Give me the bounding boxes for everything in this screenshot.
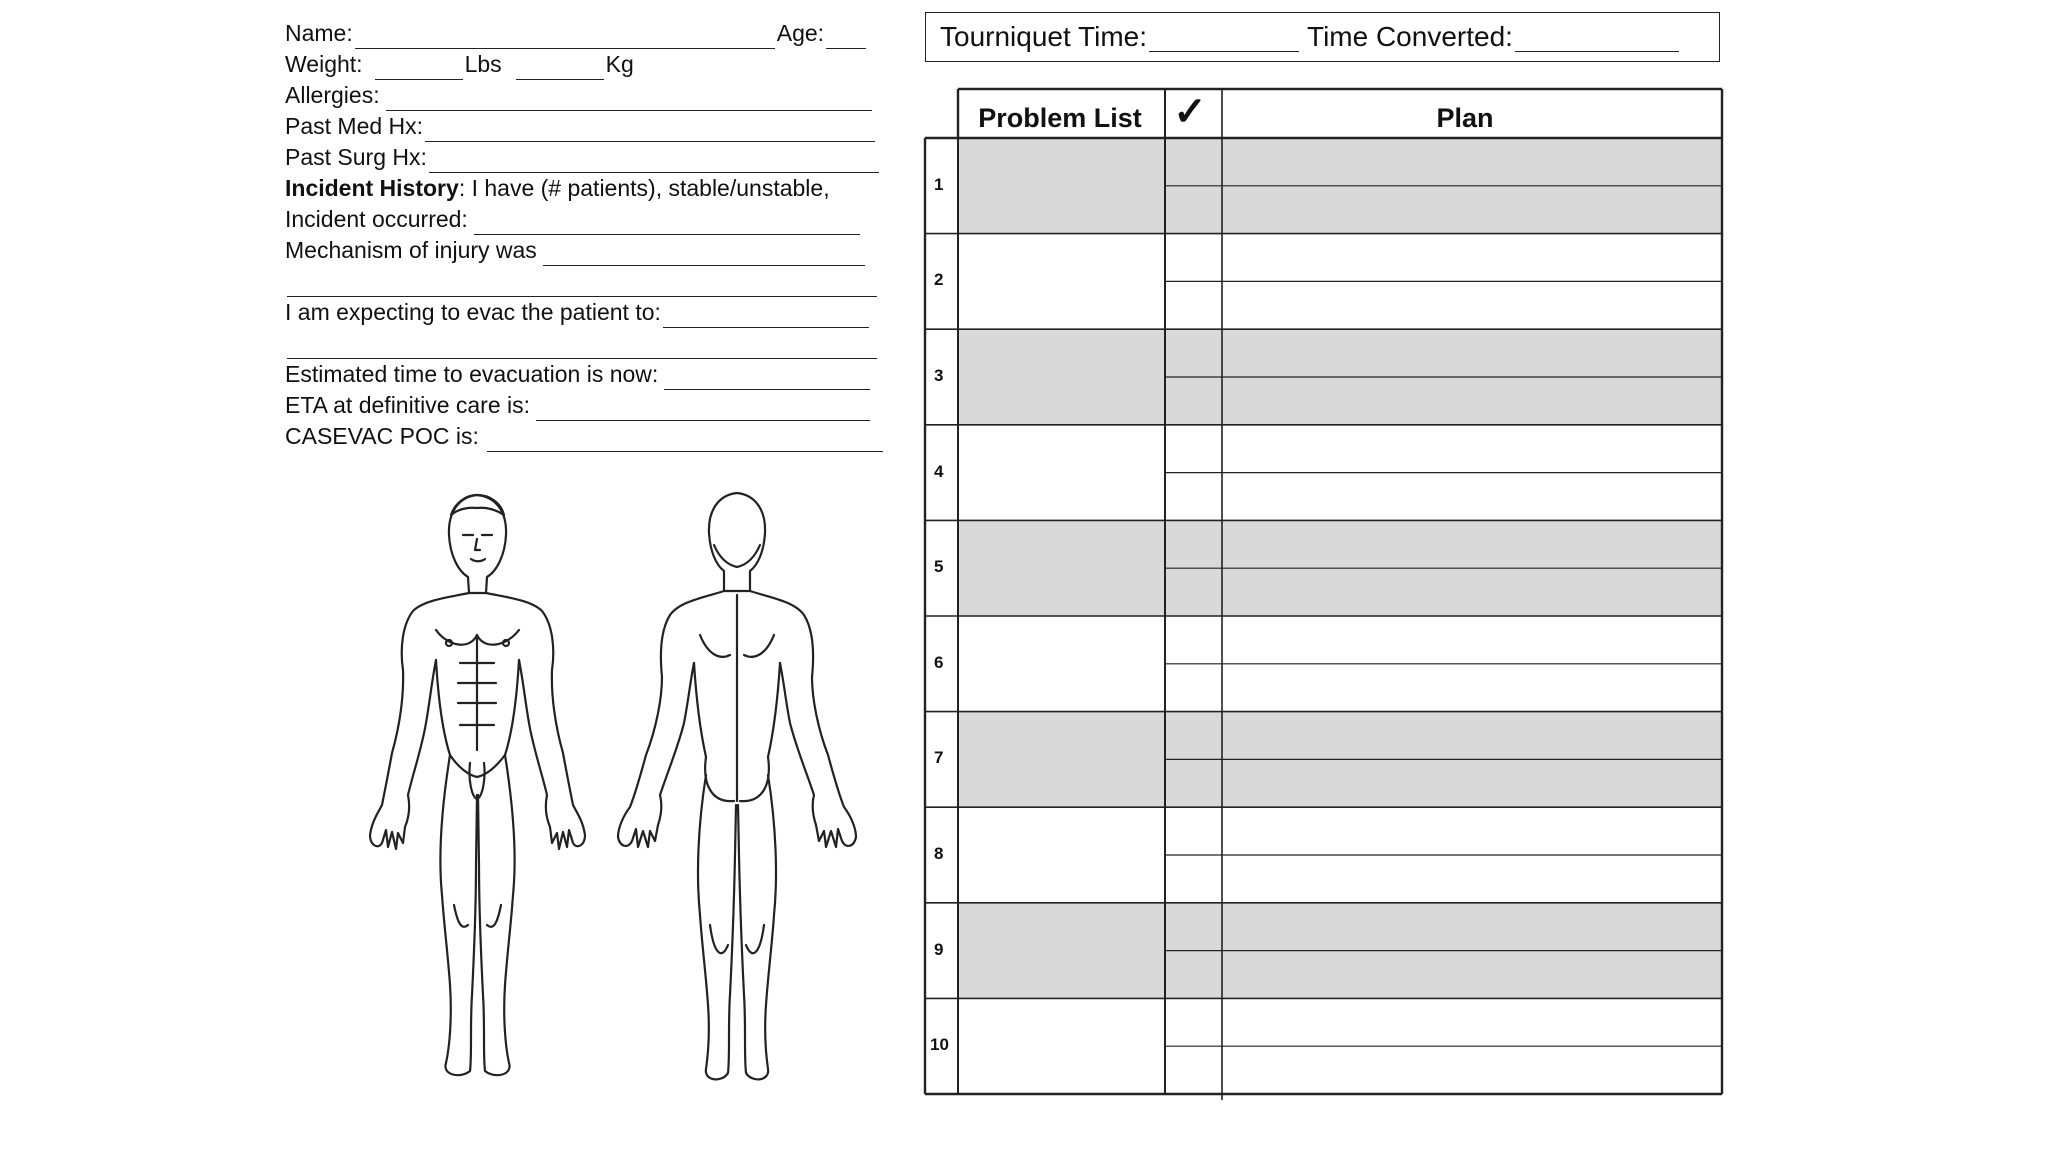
past-surg-line xyxy=(285,142,885,173)
check-cell[interactable] xyxy=(1165,473,1222,521)
plan-cell[interactable] xyxy=(1222,377,1722,425)
problem-cell[interactable] xyxy=(958,998,1165,1094)
row-number: 7 xyxy=(934,748,944,768)
evac-continued-line xyxy=(285,328,885,359)
row-number: 9 xyxy=(934,939,944,959)
front-body-figure[interactable] xyxy=(370,495,585,1075)
incident-occurred-label: Incident occurred: xyxy=(285,206,468,232)
evac-line xyxy=(285,297,885,328)
row-number: 8 xyxy=(934,844,944,863)
check-cell[interactable] xyxy=(1165,329,1222,377)
check-cell[interactable] xyxy=(1165,234,1222,282)
name-label: Name: xyxy=(285,20,353,46)
plan-cell[interactable] xyxy=(1222,329,1722,377)
evac-field[interactable] xyxy=(663,305,869,328)
kg-label: Kg xyxy=(605,51,634,77)
name-field[interactable] xyxy=(355,26,775,49)
plan-cell[interactable] xyxy=(1222,998,1722,1046)
check-cell[interactable] xyxy=(1165,425,1222,473)
check-cell[interactable] xyxy=(1165,998,1222,1046)
weight-kg-field[interactable] xyxy=(516,57,604,80)
lbs-label: Lbs xyxy=(464,51,502,77)
back-body-figure[interactable] xyxy=(618,493,856,1079)
problem-cell[interactable] xyxy=(958,712,1165,808)
row-number: 5 xyxy=(934,557,944,577)
plan-cell[interactable] xyxy=(1222,616,1722,664)
plan-cell[interactable] xyxy=(1222,712,1722,760)
check-header-icon: ✓ xyxy=(1173,90,1207,134)
plan-cell[interactable] xyxy=(1222,951,1722,999)
mechanism-label: Mechanism of injury was xyxy=(285,237,537,263)
plan-cell[interactable] xyxy=(1222,473,1722,521)
time-converted-field[interactable] xyxy=(1515,23,1679,52)
row-number: 6 xyxy=(934,652,944,672)
problem-cell[interactable] xyxy=(958,807,1165,903)
plan-header: Plan xyxy=(1436,103,1494,133)
allergies-label: Allergies: xyxy=(285,82,380,108)
eta-field[interactable] xyxy=(536,398,870,421)
casevac-field[interactable] xyxy=(487,429,883,452)
evac-label: I am expecting to evac the patient to: xyxy=(285,299,661,325)
check-cell[interactable] xyxy=(1165,138,1222,186)
row-number: 1 xyxy=(934,174,944,194)
check-cell[interactable] xyxy=(1165,807,1222,855)
plan-cell[interactable] xyxy=(1222,664,1722,712)
check-cell[interactable] xyxy=(1165,377,1222,425)
eta-label: ETA at definitive care is: xyxy=(285,392,531,418)
allergies-field[interactable] xyxy=(386,88,872,111)
problem-cell[interactable] xyxy=(958,903,1165,999)
check-cell[interactable] xyxy=(1165,759,1222,807)
past-med-line xyxy=(285,111,885,142)
check-cell[interactable] xyxy=(1165,951,1222,999)
incident-occurred-field[interactable] xyxy=(474,212,860,235)
past-med-field[interactable] xyxy=(425,119,875,142)
plan-cell[interactable] xyxy=(1222,568,1722,616)
plan-cell[interactable] xyxy=(1222,903,1722,951)
mechanism-continued-line xyxy=(285,266,885,297)
incident-history-line xyxy=(285,173,885,204)
plan-cell[interactable] xyxy=(1222,1046,1722,1094)
patient-info-form xyxy=(285,18,885,452)
problem-cell[interactable] xyxy=(958,234,1165,330)
plan-cell[interactable] xyxy=(1222,759,1722,807)
age-field[interactable] xyxy=(826,26,866,49)
check-cell[interactable] xyxy=(1165,712,1222,760)
row-number: 4 xyxy=(934,461,944,481)
weight-label: Weight: xyxy=(285,51,363,77)
problem-cell[interactable] xyxy=(958,138,1165,234)
tourniquet-time-label: Tourniquet Time: xyxy=(940,21,1147,52)
check-cell[interactable] xyxy=(1165,568,1222,616)
plan-cell[interactable] xyxy=(1222,234,1722,282)
eta-line xyxy=(285,390,885,421)
plan-cell[interactable] xyxy=(1222,520,1722,568)
incident-history-label: Incident History xyxy=(285,175,459,201)
est-time-label: Estimated time to evacuation is now: xyxy=(285,361,659,387)
past-surg-field[interactable] xyxy=(429,150,879,173)
check-cell[interactable] xyxy=(1165,520,1222,568)
incident-history-text: : I have (# patients), stable/unstable, xyxy=(458,175,830,201)
plan-cell[interactable] xyxy=(1222,807,1722,855)
problem-cell[interactable] xyxy=(958,616,1165,712)
check-cell[interactable] xyxy=(1165,855,1222,903)
check-cell[interactable] xyxy=(1165,664,1222,712)
plan-cell[interactable] xyxy=(1222,281,1722,329)
body-diagram[interactable] xyxy=(330,485,890,1085)
plan-cell[interactable] xyxy=(1222,425,1722,473)
check-cell[interactable] xyxy=(1165,281,1222,329)
check-cell[interactable] xyxy=(1165,616,1222,664)
allergies-line xyxy=(285,80,885,111)
plan-cell[interactable] xyxy=(1222,186,1722,234)
casevac-label: CASEVAC POC is: xyxy=(285,423,479,449)
mechanism-field-2[interactable] xyxy=(287,274,877,297)
row-number: 3 xyxy=(934,366,944,385)
est-time-line xyxy=(285,359,885,390)
past-surg-label: Past Surg Hx: xyxy=(285,144,427,170)
name-line xyxy=(285,18,885,49)
row-number: 2 xyxy=(934,270,944,290)
plan-cell[interactable] xyxy=(1222,855,1722,903)
problem-cell[interactable] xyxy=(958,520,1165,616)
weight-lbs-field[interactable] xyxy=(375,57,463,80)
mechanism-field[interactable] xyxy=(543,243,865,266)
check-cell[interactable] xyxy=(1165,186,1222,234)
casevac-line xyxy=(285,421,885,452)
check-cell[interactable] xyxy=(1165,1046,1222,1094)
problem-list-header: Problem List xyxy=(978,103,1142,133)
mechanism-line xyxy=(285,235,885,266)
row-number: 10 xyxy=(930,1035,949,1055)
age-label: Age: xyxy=(776,20,825,46)
problem-cell[interactable] xyxy=(958,425,1165,521)
evac-field-2[interactable] xyxy=(287,336,877,359)
est-time-field[interactable] xyxy=(664,367,870,390)
incident-occurred-line xyxy=(285,204,885,235)
problem-cell[interactable] xyxy=(958,329,1165,425)
check-cell[interactable] xyxy=(1165,903,1222,951)
time-converted-label: Time Converted: xyxy=(1307,21,1513,52)
past-med-label: Past Med Hx: xyxy=(285,113,424,139)
tourniquet-time-field[interactable] xyxy=(1149,23,1299,52)
weight-line xyxy=(285,49,885,80)
tourniquet-box xyxy=(925,12,1720,62)
plan-cell[interactable] xyxy=(1222,138,1722,186)
